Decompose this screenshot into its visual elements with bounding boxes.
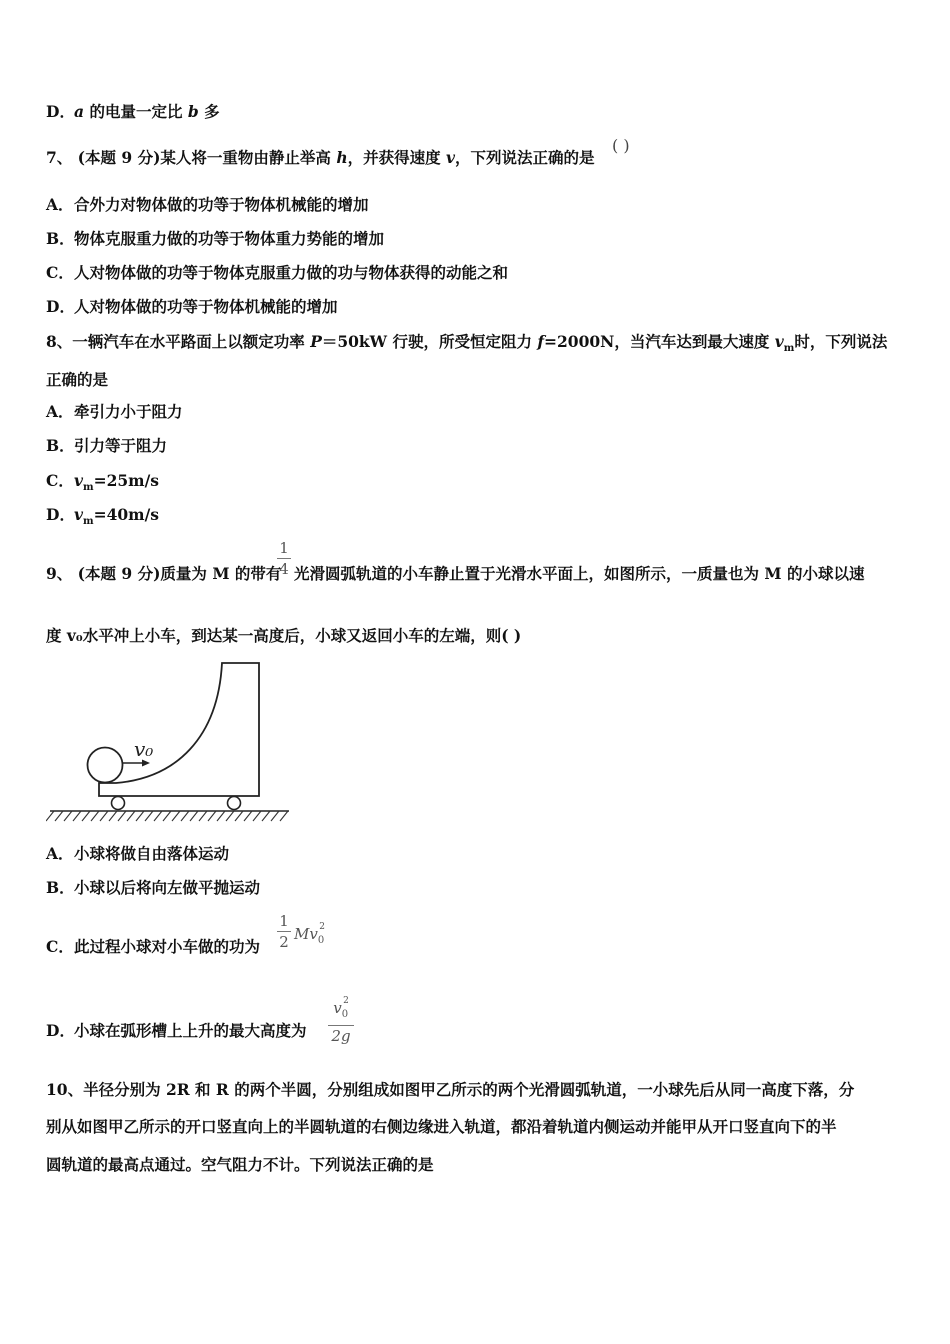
frac-bar [328,1025,354,1026]
hatch-line [118,811,126,821]
q6-option-d [46,102,220,122]
hatch-line [91,811,99,821]
q8-option-a [46,402,183,422]
q10-line3: 圆轨道的最高点通过。空气阻力不计。下列说法正确的是 [46,1155,434,1174]
q8-option-d [46,505,159,532]
hatch-line [136,811,144,821]
var-vm: v [774,332,784,351]
option-text: 引力等于阻力 [74,436,168,455]
cart-wheel-right [228,797,241,810]
q8-stem [46,332,887,359]
hatch-line [217,811,225,821]
frac-bar [277,558,291,559]
frac-num [328,996,354,1024]
var-P: P [310,332,322,351]
var-sub: m [83,516,94,528]
velocity-label: v₀ [134,737,154,761]
hatch-line [271,811,279,821]
hatch-line [199,811,207,821]
option-letter: A． [46,402,74,421]
q9-stem-line2: 度 v₀水平冲上小车，到达某一高度后，小球又返回小车的左端，则( ) [46,626,522,645]
option-text: 小球以后将向左做平抛运动 [74,878,261,897]
hatch-line [46,811,54,821]
option-letter: B． [46,436,75,455]
cart-wheel-left [112,797,125,810]
frac-num: 1 [279,539,289,557]
cart-ball-diagram [46,658,296,828]
hatch-line [163,811,171,821]
option-text-end: 多 [198,102,220,121]
option-text: 物体克服重力做的功等于物体重力势能的增加 [74,229,385,248]
hatch-line [127,811,135,821]
hatch-line [172,811,180,821]
frac-num: 1 [279,912,289,930]
q7-option-c [46,263,508,283]
option-text: =25m/s [93,471,159,490]
ground-hatching [46,811,288,821]
hatch-line [208,811,216,821]
var-sub: m [83,482,94,494]
q7-stem-mid: ，并获得速度 [347,148,447,167]
q7-option-d [46,297,338,317]
option-letter: C． [46,263,74,282]
hatch-line [82,811,90,821]
q9-option-c [46,937,260,957]
q9-option-a [46,844,229,864]
answer-paren: ( ) [612,136,630,155]
q8-stem-line2: 正确的是 [46,370,109,389]
var-v: v [74,505,84,524]
num-sub: 0 [341,1009,349,1020]
option-letter: C． [46,937,74,956]
hatch-line [226,811,234,821]
var-a: a [74,102,85,121]
q7-stem-end: ，下列说法正确的是 [455,148,595,167]
q8-stem-f: =2000N，当汽车达到最大速度 [544,332,775,351]
q7-option-a [46,195,369,215]
height-fraction [328,996,354,1045]
q9-stem-pre: 9、 (本题 9 分)质量为 M 的带有 [46,564,282,583]
hatch-line [190,811,198,821]
hatch-line [100,811,108,821]
frac-bar [277,931,291,932]
option-letter: D． [46,1021,75,1040]
q8-stem-end: 时，下列说法 [794,332,888,351]
ball [88,748,123,783]
hatch-line [73,811,81,821]
cart-ball-figure [46,658,296,832]
option-text: 人对物体做的功等于物体机械能的增加 [74,297,338,316]
option-letter: D． [46,297,75,316]
option-letter: A． [46,195,74,214]
option-text: 小球在弧形槽上上升的最大高度为 [74,1021,307,1040]
option-letter: D． [46,505,75,524]
frac-den: 2g [331,1027,351,1045]
frac-den: 4 [279,560,289,578]
q10-line1: 10、半径分别为 2R 和 R 的两个半圆，分别组成如图甲乙所示的两个光滑圆弧轨道，一小球先后从同一高度下落，分 [46,1080,855,1099]
option-letter: C． [46,471,74,490]
expr-sup: 2 [319,922,325,932]
hatch-line [280,811,288,821]
num-v: v [333,999,342,1017]
var-v: v [446,148,456,167]
var-h: h [336,148,348,167]
cart-body [99,663,259,796]
hatch-line [145,811,153,821]
hatch-line [181,811,189,821]
fraction-quarter [277,539,291,578]
var-b: b [187,102,199,121]
q8-stem-p: ＝50kW 行驶，所受恒定阻力 [321,332,538,351]
option-text: 此过程小球对小车做的功为 [74,937,261,956]
var-v: v [74,471,84,490]
q9-option-b [46,878,260,898]
option-text: 牵引力小于阻力 [74,402,183,421]
expr-Mv: Mv [294,925,318,943]
frac-den: 2 [279,933,289,951]
expr-sub: 0 [317,935,325,946]
q7-option-b [46,229,384,249]
hatch-line [262,811,270,821]
var-f: f [537,332,545,351]
hatch-line [109,811,117,821]
hatch-line [55,811,63,821]
option-letter: D． [46,102,75,121]
option-text: 合外力对物体做的功等于物体机械能的增加 [74,195,369,214]
option-text: 人对物体做的功等于物体克服重力做的功与物体获得的动能之和 [74,263,509,282]
fraction-half [277,912,291,951]
var-vm-sub: m [783,343,795,355]
option-letter: A． [46,844,74,863]
hatch-line [253,811,261,821]
q9-option-d [46,1021,307,1041]
q7-stem-pre: 7、 (本题 9 分)某人将一重物由静止举高 [46,148,337,167]
hatch-line [244,811,252,821]
q8-option-c [46,471,159,498]
q8-option-b [46,436,167,456]
option-text: 的电量一定比 [84,102,188,121]
q10-line2: 别从如图甲乙所示的开口竖直向上的半圆轨道的右侧边缘进入轨道，都沿着轨道内侧运动并能甲从开口竖直向下的半 [46,1117,837,1136]
option-letter: B． [46,229,75,248]
hatch-line [235,811,243,821]
q8-stem-pre: 8、一辆汽车在水平路面上以额定功率 [46,332,311,351]
q7-stem [46,148,595,168]
num-sup: 2 [343,996,349,1006]
hatch-line [154,811,162,821]
q9-stem-end: 光滑圆弧轨道的小车静止置于光滑水平面上，如图所示，一质量也为 M 的小球以速 [294,564,865,583]
work-expression [294,922,325,946]
option-letter: B． [46,878,75,897]
option-text: =40m/s [93,505,159,524]
hatch-line [64,811,72,821]
option-text: 小球将做自由落体运动 [74,844,230,863]
